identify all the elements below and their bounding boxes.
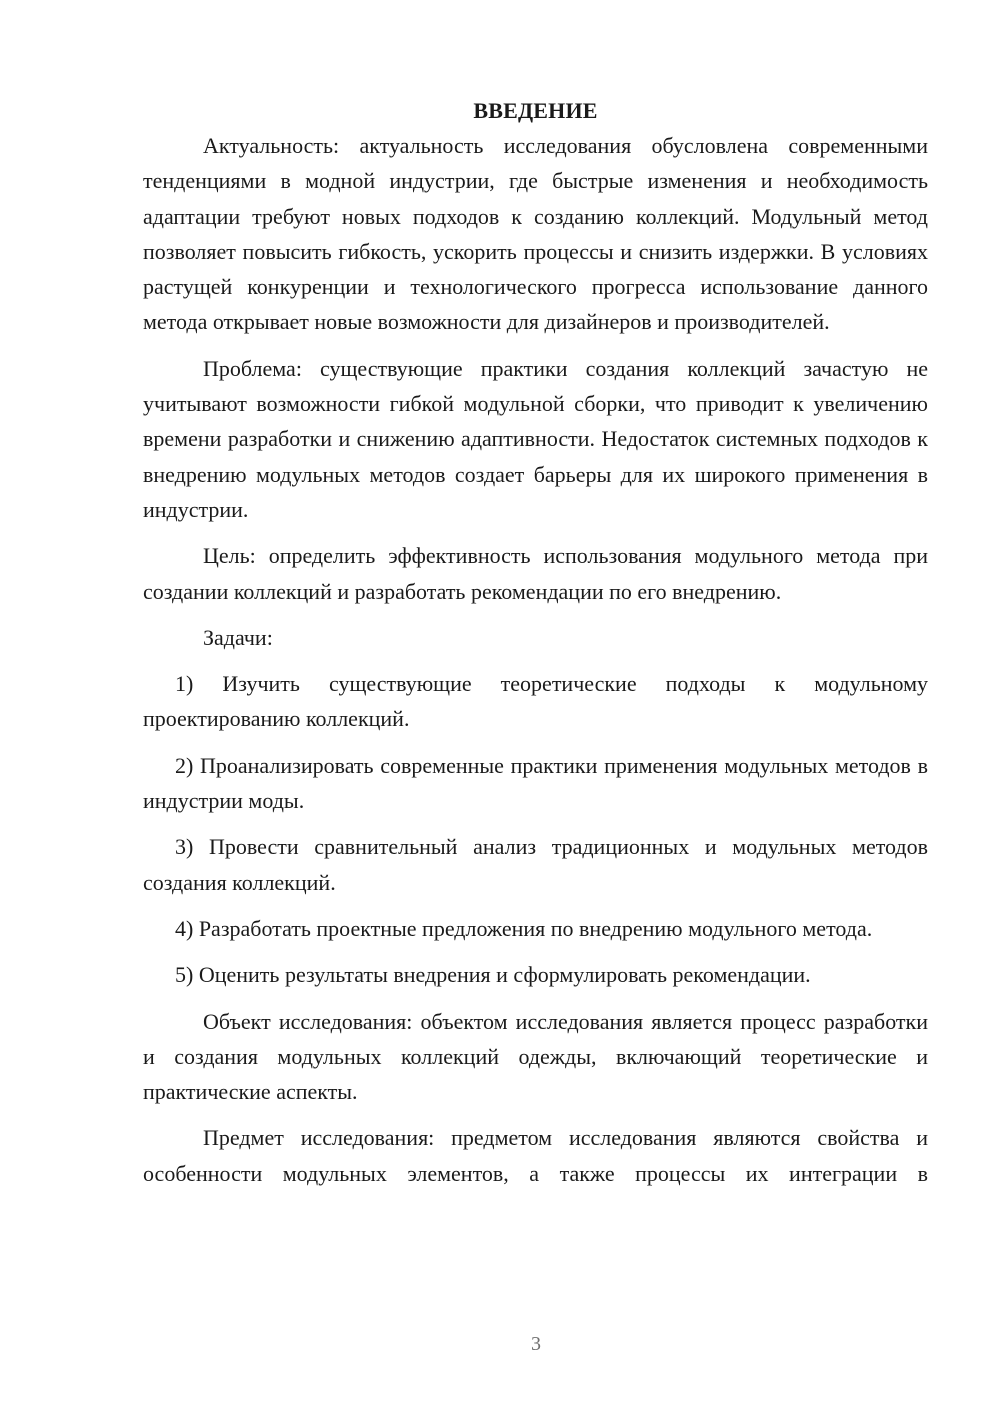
task-item-2: 2) Проанализировать современные практики применения модульных методов в индустрии моды. [143,752,928,814]
paragraph-subject: Предмет исследования: предметом исследования являются свойства и особенности модульных элементов, а также процессы их интеграции в [143,1125,928,1186]
task-item-3: 3) Провести сравнительный анализ традиционных и модульных методов создания коллекций. [143,834,928,895]
paragraph-tasks-label: Задачи: [203,624,273,650]
paragraph-goal: Цель: определить эффективность использования модульного метода при создании коллекций и разработать рекомендации по его внедрению. [143,543,928,604]
task-item-5: 5) Оценить результаты внедрения и сформулировать рекомендации. [175,962,811,988]
task-item-1: 1) Изучить существующие теоретические подходы к модульному проектированию коллекций. [143,671,928,732]
task-item-4: 4) Разработать проектные предложения по внедрению модульного метода. [175,915,873,941]
page-number: 3 [531,1333,541,1355]
section-title: ВВЕДЕНИЕ [473,98,598,123]
paragraph-problem: Проблема: существующие практики создания коллекций зачастую не учитывают возможности гибкой модульной сборки, что приводит к увеличению времени разработки и снижению адаптивности. Недостаток системных подходов к внедрению модульных методов создает барьеры для их широкого применения в индустрии. [143,355,928,522]
document-page [143,93,928,1202]
paragraph-object: Объект исследования: объектом исследования является процесс разработки и создания модульных коллекций одежды, включающий теоретические и практические аспекты. [143,1008,928,1105]
paragraph-relevance: Актуальность: актуальность исследования обусловлена современными тенденциями в модной индустрии, где быстрые изменения и необходимость адаптации требуют новых подходов к созданию коллекций. Модульный метод позволяет повысить гибкость, ускорить процессы и снизить издержки. В условиях растущей конкуренции и технологического прогресса использование данного метода открывает новые возможности для дизайнеров и производителей. [143,133,928,335]
